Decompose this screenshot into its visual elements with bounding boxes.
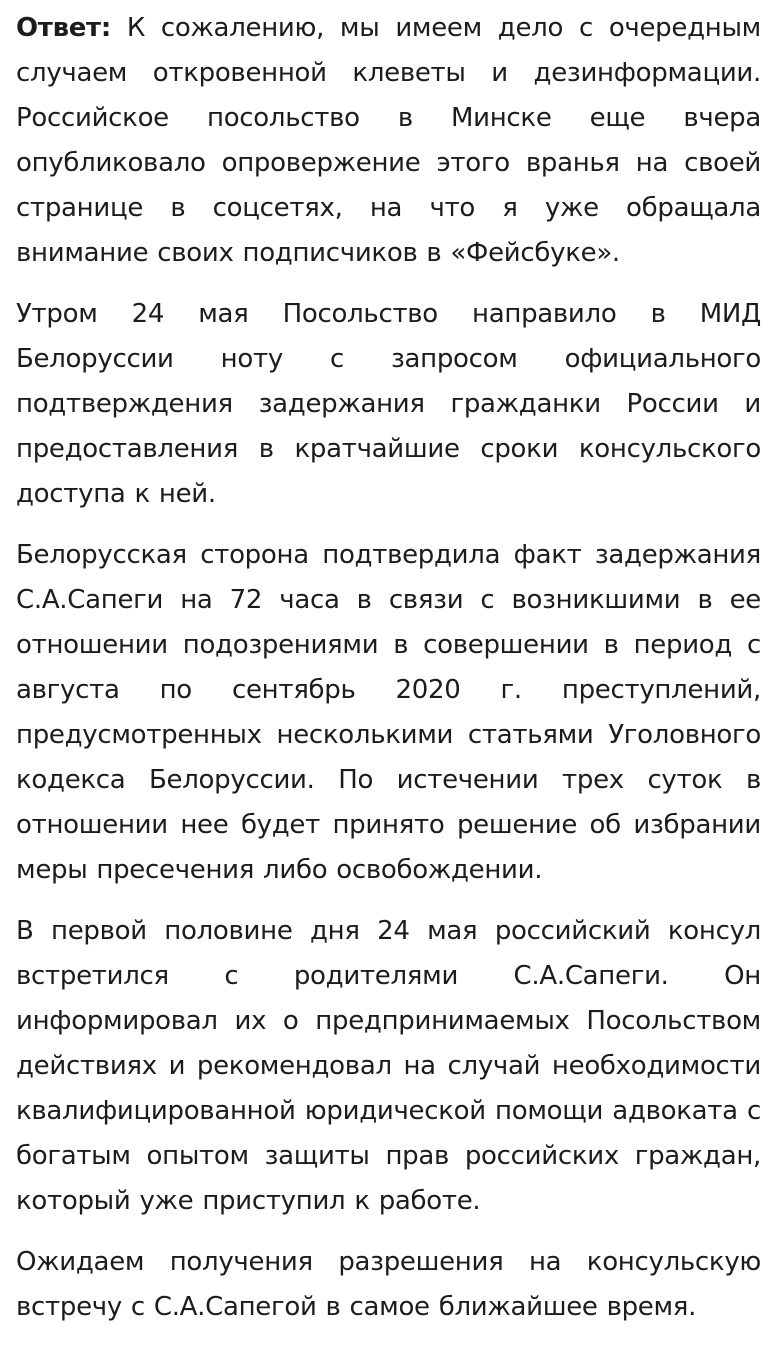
article-body	[16, 6, 761, 1346]
paragraph: Белорусская сторона подтвердила факт задержания С.А.Сапеги на 72 часа в связи с возникшими в ее отношении подозрениями в совершении в период с августа по сентябрь 2020 г. преступлений, предусмотренных несколькими статьями Уголовного кодекса Белоруссии. По истечении трех суток в отношении нее будет принято решение об избрании меры пресечения либо освобождении.	[16, 540, 761, 885]
paragraph-answer	[16, 6, 761, 276]
paragraph-text: К сожалению, мы имеем дело с очередным случаем откровенной клеветы и дезинформации. Российское посольство в Минске еще вчера опубликовало опровержение этого вранья на своей странице в соцсетях, на что я уже обращала внимание своих подписчиков в «Фейсбуке».	[16, 13, 761, 268]
paragraph: Ожидаем получения разрешения на консульскую встречу с С.А.Сапегой в самое ближайшее время.	[16, 1247, 761, 1322]
paragraph: В первой половине дня 24 мая российский консул встретился с родителями С.А.Сапеги. Он информировал их о предпринимаемых Посольством действиях и рекомендовал на случай необходимости квалифицированной юридической помощи адвоката с богатым опытом защиты прав российских граждан, который уже приступил к работе.	[16, 916, 761, 1216]
paragraph: Утром 24 мая Посольство направило в МИД Белоруссии ноту с запросом официального подтверждения задержания гражданки России и предоставления в кратчайшие сроки консульского доступа к ней.	[16, 299, 761, 509]
answer-label: Ответ:	[16, 13, 111, 43]
